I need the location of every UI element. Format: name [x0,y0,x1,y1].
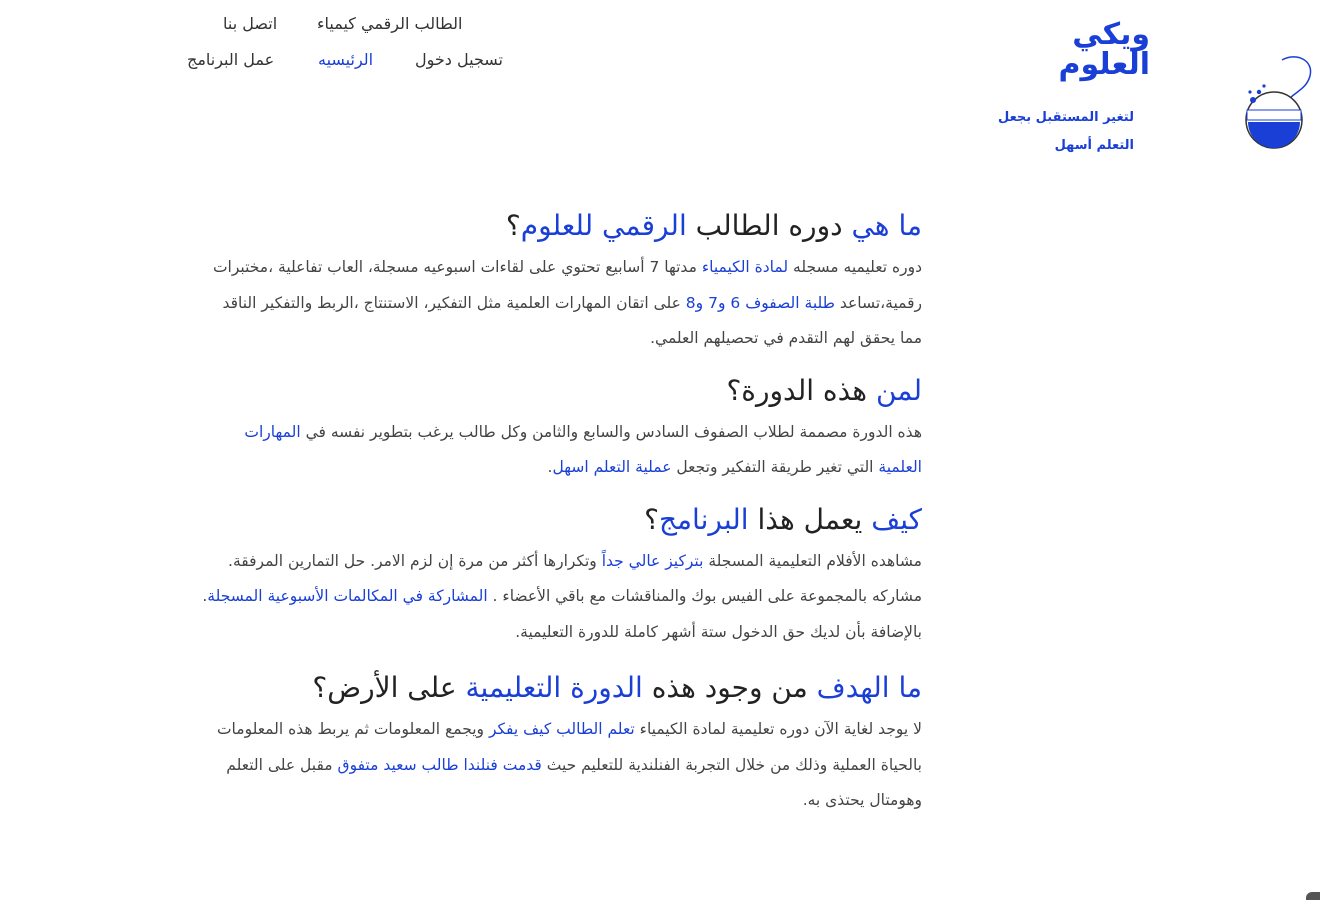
section-heading [202,668,922,708]
body-text: مشاهده الأفلام التعليمية المسجلة [703,551,922,570]
heading-part: لمن [867,373,922,407]
section-body [202,712,922,819]
section-heading [202,371,922,411]
body-text: . [547,458,553,476]
heading-part: على الأرض؟ [312,671,466,704]
body-highlight: المشاركة في المكالمات الأسبوعية المسجلة [207,587,488,605]
heading-part: البرنامج [658,502,749,536]
section-who-for [202,371,922,486]
heading-part: هذه الدورة؟ [726,373,868,407]
heading-part: الدورة التعليمية [465,671,643,704]
section-what-is [202,206,922,357]
section-heading [202,206,922,246]
body-highlight: بتركيز عالي جداً [601,551,704,570]
section-heading [202,500,922,540]
body-text: وتكرارها أكثر من مرة إن لزم الامر. حل التمارين المرفقة. مشاركه بالمجموعة على الفيس بوك والمناقشات مع باقي الأعضاء . [228,551,922,605]
heading-part: الرقمي للعلوم [520,209,687,242]
nav-login[interactable]: تسجيل دخول [415,50,503,69]
site-tagline: لتغير المستقبل بجعل التعلم أسهل [997,110,1134,153]
body-text: هذه الدورة مصممة لطلاب الصفوف السادس والسابع والثامن وكل طالب يرغب بتطوير نفسه في [300,422,922,441]
top-nav [180,10,540,90]
nav-contact[interactable]: اتصل بنا [223,14,278,33]
section-how-it-works [202,500,922,651]
heading-part: من وجود هذه [642,671,808,704]
heading-part: ؟ [644,502,659,536]
body-highlight: المهارات العلمية [244,422,922,476]
body-text: مدتها 7 أسابيع تحتوي على لقاءات اسبوعيه مسجلة، العاب تفاعلية ،مختبرات رقمية،تساعد [212,258,922,312]
body-text: . بالإضافة بأن لديك حق الدخول ستة أشهر كاملة للدورة التعليمية. [202,587,922,641]
body-highlight: قدمت فنلندا طالب سعيد متفوق [337,755,542,774]
section-body [202,544,922,651]
section-body [202,250,922,357]
heading-part: كيف [862,502,922,536]
nav-digital-student[interactable]: الطالب الرقمي كيمياء [317,14,463,33]
heading-part: ما الهدف [807,671,922,704]
body-highlight: طلبة الصفوف 6 و7 و8 [685,293,835,312]
body-text: على اتقان المهارات العلمية مثل التفكير، الاستنتاج ،الربط والتفكير الناقد مما يحقق لهم التقدم في تحصيلهم العلمي. [222,293,922,347]
main-content [202,206,922,819]
body-text: التي تغير طريقة التفكير وتجعل [671,458,879,476]
section-goal [202,668,922,819]
body-highlight: تعلم الطالب كيف يفكر [488,720,635,738]
heading-part: ؟ [505,209,521,242]
heading-part: يعمل هذا [748,502,863,536]
body-text: مقبل على التعلم وهومتال يحتذى به. [226,755,922,809]
nav-how-it-works[interactable]: عمل البرنامج [187,50,275,69]
body-highlight: لمادة الكيمياء [701,258,789,276]
heading-part: دوره الطالب [686,209,843,242]
section-body [202,415,922,486]
nav-home[interactable]: الرئيسيه [318,50,374,69]
scroll-corner [1306,892,1320,900]
body-text: دوره تعليميه مسجله [788,258,922,276]
body-text: ويجمع المعلومات ثم يربط هذه المعلومات بالحياة العملية وذلك من خلال التجربة الفنلندية للتعليم حيث [216,720,922,774]
site-title[interactable]: ويكي العلوم [1058,17,1150,82]
flask-icon [1236,52,1316,152]
heading-part: ما هي [842,209,922,242]
body-highlight: عملية التعلم اسهل [552,458,672,476]
body-text: لا يوجد لغاية الآن دوره تعليمية لمادة الكيمياء [634,720,922,738]
